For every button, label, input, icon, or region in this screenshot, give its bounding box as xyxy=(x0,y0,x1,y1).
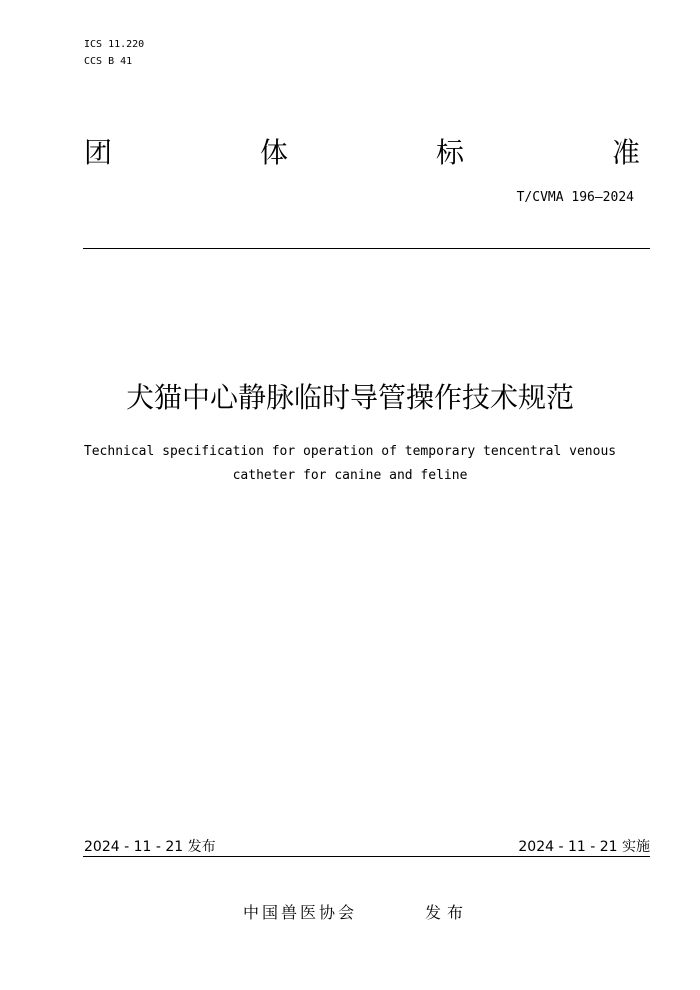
header-divider xyxy=(83,248,650,249)
standard-type-char-4: 准 xyxy=(611,136,640,169)
ics-code: ICS 11.220 xyxy=(84,39,145,50)
title-chinese: 犬猫中心静脉临时导管操作技术规范 xyxy=(125,381,574,414)
publish-label: 发布 xyxy=(425,903,470,922)
footer-divider xyxy=(83,856,650,857)
title-english-line-2: catheter for canine and feline xyxy=(232,468,468,483)
implementation-date: 2024 - 11 - 21 实施 xyxy=(518,839,650,855)
title-english xyxy=(50,440,650,488)
standard-type-char-2: 体 xyxy=(259,136,288,169)
standard-type-heading xyxy=(84,135,640,171)
title-english-line-1: Technical specification for operation of temporary tencentral venous xyxy=(83,444,617,459)
standard-type-char-3: 标 xyxy=(435,136,464,169)
ccs-code: CCS B 41 xyxy=(84,56,133,67)
classification-codes xyxy=(84,36,144,70)
standard-number: T/CVMA 196—2024 xyxy=(516,190,634,205)
issue-date: 2024 - 11 - 21 发布 xyxy=(84,839,216,855)
standard-type-char-1: 团 xyxy=(84,136,113,169)
publisher-name: 中国兽医协会 xyxy=(243,903,358,922)
